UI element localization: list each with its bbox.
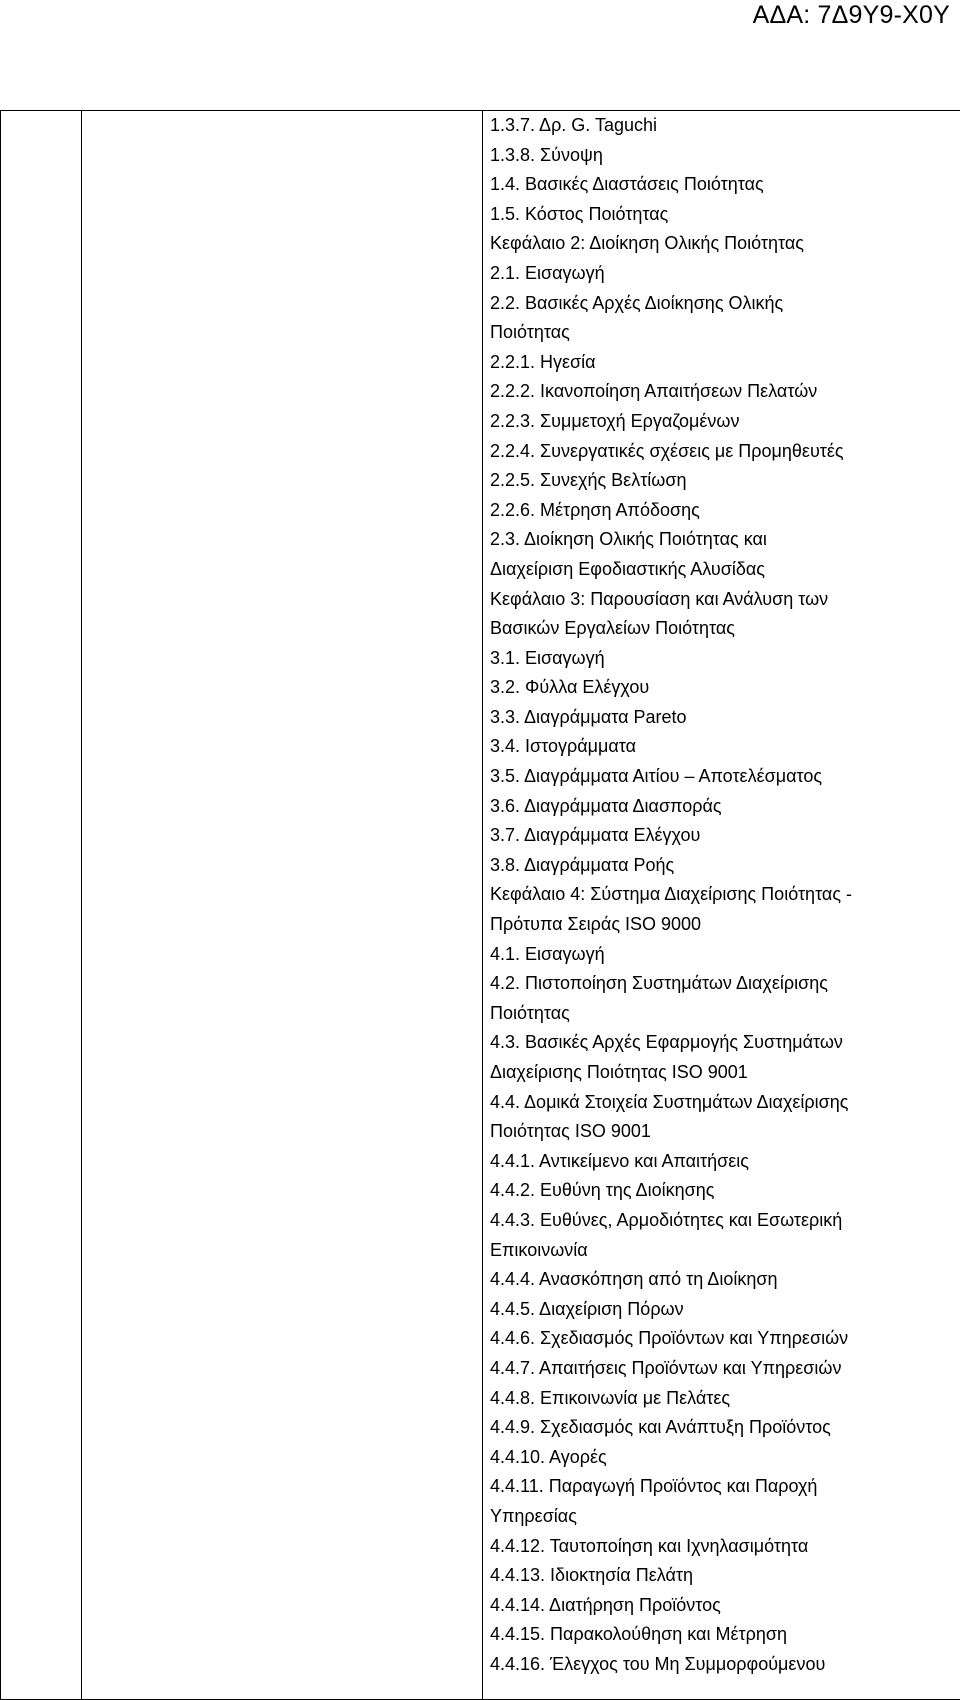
list-item: 4.4.8. Επικοινωνία με Πελάτες: [490, 1384, 960, 1414]
list-item: Διαχείρισης Ποιότητας ISO 9001: [490, 1058, 960, 1088]
list-item: Κεφάλαιο 4: Σύστημα Διαχείρισης Ποιότητας -: [490, 880, 960, 910]
list-item: 1.3.8. Σύνοψη: [490, 141, 960, 171]
list-item: 3.6. Διαγράμματα Διασποράς: [490, 792, 960, 822]
list-item: 2.2.5. Συνεχής Βελτίωση: [490, 466, 960, 496]
list-item: 4.4.3. Ευθύνες, Αρμοδιότητες και Εσωτερική: [490, 1206, 960, 1236]
list-item: 2.2.6. Μέτρηση Απόδοσης: [490, 496, 960, 526]
list-item: 4.4.16. Έλεγχος του Μη Συμμορφούμενου: [490, 1650, 960, 1680]
list-item: 4.4.7. Απαιτήσεις Προϊόντων και Υπηρεσιών: [490, 1354, 960, 1384]
table-cell-empty-1: [1, 111, 82, 1700]
list-item: Ποιότητας: [490, 999, 960, 1029]
list-item: 4.4.10. Αγορές: [490, 1443, 960, 1473]
list-item: Κεφάλαιο 3: Παρουσίαση και Ανάλυση των: [490, 585, 960, 615]
table-row: [1, 111, 960, 1700]
list-item: 2.3. Διοίκηση Ολικής Ποιότητας και: [490, 525, 960, 555]
list-item: 3.7. Διαγράμματα Ελέγχου: [490, 821, 960, 851]
list-item: 2.2.1. Ηγεσία: [490, 348, 960, 378]
list-item: 1.4. Βασικές Διαστάσεις Ποιότητας: [490, 170, 960, 200]
list-item: 4.2. Πιστοποίηση Συστημάτων Διαχείρισης: [490, 969, 960, 999]
list-item: Πρότυπα Σειράς ISO 9000: [490, 910, 960, 940]
list-item: 3.8. Διαγράμματα Ροής: [490, 851, 960, 881]
list-item: Ποιότητας: [490, 318, 960, 348]
list-item: Επικοινωνία: [490, 1236, 960, 1266]
list-item: Κεφάλαιο 2: Διοίκηση Ολικής Ποιότητας: [490, 229, 960, 259]
list-item: 3.5. Διαγράμματα Αιτίου – Αποτελέσματος: [490, 762, 960, 792]
list-item: 4.4.11. Παραγωγή Προϊόντος και Παροχή: [490, 1472, 960, 1502]
list-item: 4.4.15. Παρακολούθηση και Μέτρηση: [490, 1620, 960, 1650]
list-item: 4.4.5. Διαχείριση Πόρων: [490, 1295, 960, 1325]
list-item: 4.4.6. Σχεδιασμός Προϊόντων και Υπηρεσιών: [490, 1324, 960, 1354]
list-item: 3.2. Φύλλα Ελέγχου: [490, 673, 960, 703]
list-item: 4.4.12. Ταυτοποίηση και Ιχνηλασιμότητα: [490, 1532, 960, 1562]
document-table: [0, 110, 960, 1700]
list-item: 2.2. Βασικές Αρχές Διοίκησης Ολικής: [490, 289, 960, 319]
list-item: 2.2.3. Συμμετοχή Εργαζομένων: [490, 407, 960, 437]
list-item: 4.4.14. Διατήρηση Προϊόντος: [490, 1591, 960, 1621]
list-item: Υπηρεσίας: [490, 1502, 960, 1532]
list-item: 1.5. Κόστος Ποιότητας: [490, 200, 960, 230]
ada-code: ΑΔΑ: 7Δ9Υ9-Χ0Υ: [753, 0, 950, 30]
list-item: 3.1. Εισαγωγή: [490, 644, 960, 674]
list-item: 2.2.2. Ικανοποίηση Απαιτήσεων Πελατών: [490, 377, 960, 407]
list-item: 4.4.1. Αντικείμενο και Απαιτήσεις: [490, 1147, 960, 1177]
contents-list: [483, 111, 960, 1679]
list-item: 4.4.13. Ιδιοκτησία Πελάτη: [490, 1561, 960, 1591]
list-item: 2.2.4. Συνεργατικές σχέσεις με Προμηθευτές: [490, 437, 960, 467]
list-item: 4.4.9. Σχεδιασμός και Ανάπτυξη Προϊόντος: [490, 1413, 960, 1443]
list-item: 4.4.2. Ευθύνη της Διοίκησης: [490, 1176, 960, 1206]
list-item: 4.1. Εισαγωγή: [490, 940, 960, 970]
table-cell-contents: [483, 111, 960, 1700]
list-item: 2.1. Εισαγωγή: [490, 259, 960, 289]
list-item: Βασικών Εργαλείων Ποιότητας: [490, 614, 960, 644]
list-item: 3.3. Διαγράμματα Pareto: [490, 703, 960, 733]
list-item: Ποιότητας ISO 9001: [490, 1117, 960, 1147]
list-item: Διαχείριση Εφοδιαστικής Αλυσίδας: [490, 555, 960, 585]
list-item: 3.4. Ιστογράμματα: [490, 732, 960, 762]
table-cell-empty-2: [82, 111, 483, 1700]
list-item: 4.4.4. Ανασκόπηση από τη Διοίκηση: [490, 1265, 960, 1295]
list-item: 4.3. Βασικές Αρχές Εφαρμογής Συστημάτων: [490, 1028, 960, 1058]
list-item: 1.3.7. Δρ. G. Taguchi: [490, 111, 960, 141]
list-item: 4.4. Δομικά Στοιχεία Συστημάτων Διαχείρισης: [490, 1088, 960, 1118]
